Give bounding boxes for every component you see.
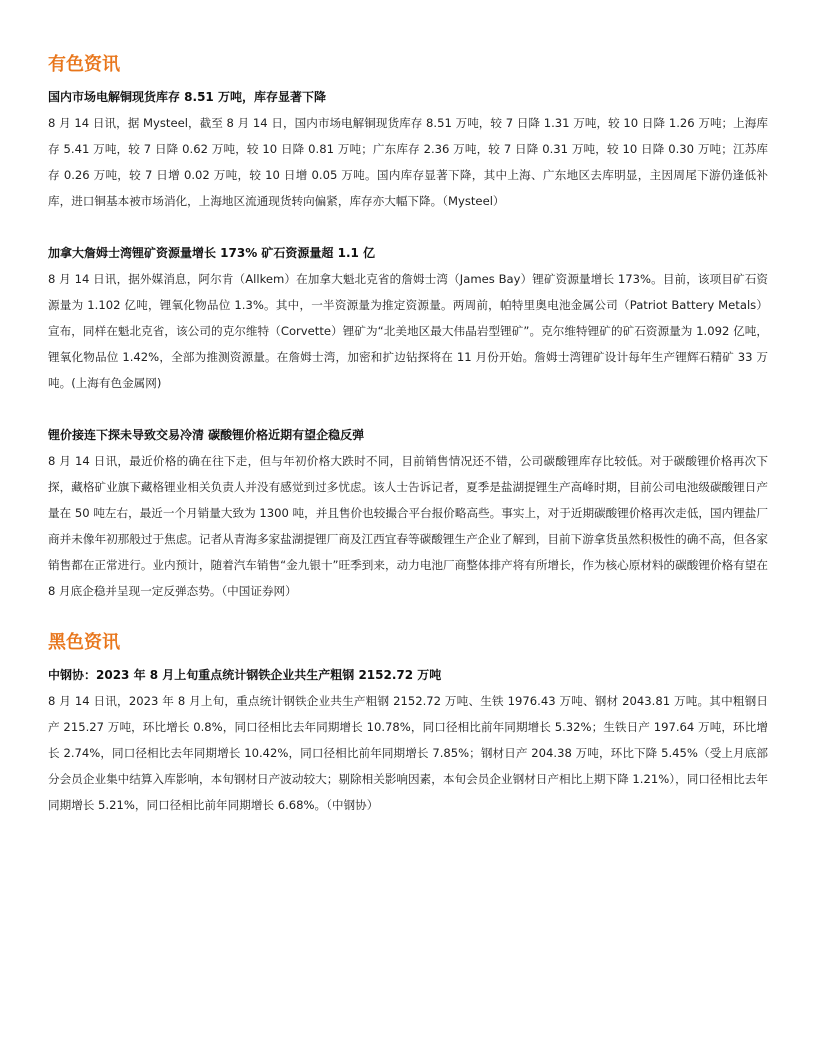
article-body: 8 月 14 日讯，最近价格的确在往下走，但与年初价格大跌时不同，目前销售情况还不错，公司碳酸锂库存比较低。对于碳酸锂价格再次下探，藏格矿业旗下藏格锂业相关负责人并没有感觉到过多忧虑。该人士告诉记者，夏季是盐湖提锂生产高峰时期，目前公司电池级碳酸锂日产量在 50 吨左右，最近一个月销量大致为 1300 吨，并且售价也较撮合平台报价略高些。事实上，对于近期碳酸锂价格再次走低，国内锂盐厂商并未像年初那般过于焦虑。记者从青海多家盐湖提锂厂商及江西宜春等碳酸锂生产企业了解到，目前下游拿货虽然积极性的确不高，但各家销售都在正常进行。业内预计，随着汽车销售“金九银十”旺季到来，动力电池厂商整体排产将有所增长，作为核心原材料的碳酸锂价格有望在 8 月底企稳并呈现一定反弹态势。（中国证券网） <box>48 454 768 598</box>
article-title: 锂价接连下探未导致交易冷清 碳酸锂价格近期有望企稳反弹 <box>48 428 365 442</box>
article-crude-steel-output <box>48 666 768 818</box>
section-title: 有色资讯 <box>48 54 120 75</box>
section-title: 黑色资讯 <box>48 632 120 653</box>
document-page <box>48 52 768 848</box>
article-body: 8 月 14 日讯，据 Mysteel，截至 8 月 14 日，国内市场电解铜现货库存 8.51 万吨，较 7 日降 1.31 万吨，较 10 日降 1.26 万吨；上海库存 5.41 万吨，较 7 日降 0.62 万吨，较 10 日降 0.81 万吨；广东库存 2.36 万吨，较 7 日降 0.31 万吨，较 10 日降 0.30 万吨；江苏库存 0.26 万吨，较 7 日增 0.02 万吨，较 10 日增 0.05 万吨。国内库存显著下降，其中上海、广东地区去库明显，主因周尾下游仍逢低补库，进口铜基本被市场消化，上海地区流通现货转向偏紧，库存亦大幅下降。（Mysteel） <box>48 116 768 208</box>
article-james-bay-lithium <box>48 244 768 396</box>
article-title: 加拿大詹姆士湾锂矿资源量增长 173% 矿石资源量超 1.1 亿 <box>48 246 376 260</box>
article-title: 中钢协：2023 年 8 月上旬重点统计钢铁企业共生产粗钢 2152.72 万吨 <box>48 668 442 682</box>
article-lithium-carbonate-price <box>48 426 768 604</box>
article-title: 国内市场电解铜现货库存 8.51 万吨，库存显著下降 <box>48 90 326 104</box>
section-nonferrous <box>48 52 768 604</box>
article-copy-inventory <box>48 88 768 214</box>
article-body: 8 月 14 日讯，据外媒消息，阿尔肯（Allkem）在加拿大魁北克省的詹姆士湾（James Bay）锂矿资源量增长 173%。目前，该项目矿石资源量为 1.102 亿吨，锂氧化物品位 1.3%。其中，一半资源量为推定资源量。两周前，帕特里奥电池金属公司（Patriot Battery Metals）宣布，同样在魁北克省，该公司的克尔维特（Corvette）锂矿为“北美地区最大伟晶岩型锂矿”。克尔维特锂矿的矿石资源量为 1.092 亿吨，锂氧化物品位 1.42%，全部为推测资源量。在詹姆士湾，加密和扩边钻探将在 11 月份开始。詹姆士湾锂矿设计每年生产锂辉石精矿 33 万吨。(上海有色金属网) <box>48 272 768 390</box>
article-body: 8 月 14 日讯，2023 年 8 月上旬，重点统计钢铁企业共生产粗钢 2152.72 万吨、生铁 1976.43 万吨、钢材 2043.81 万吨。其中粗钢日产 215.27 万吨，环比增长 0.8%，同口径相比去年同期增长 10.78%，同口径相比前年同期增长 5.32%；生铁日产 197.64 万吨，环比增长 2.74%，同口径相比去年同期增长 10.42%，同口径相比前年同期增长 7.85%；钢材日产 204.38 万吨，环比下降 5.45%（受上月底部分会员企业集中结算入库影响，本旬钢材日产波动较大；剔除相关影响因素，本旬会员企业钢材日产相比上期下降 1.21%），同口径相比去年同期增长 5.21%，同口径相比前年同期增长 6.68%。（中钢协） <box>48 694 768 812</box>
section-ferrous <box>48 630 768 818</box>
